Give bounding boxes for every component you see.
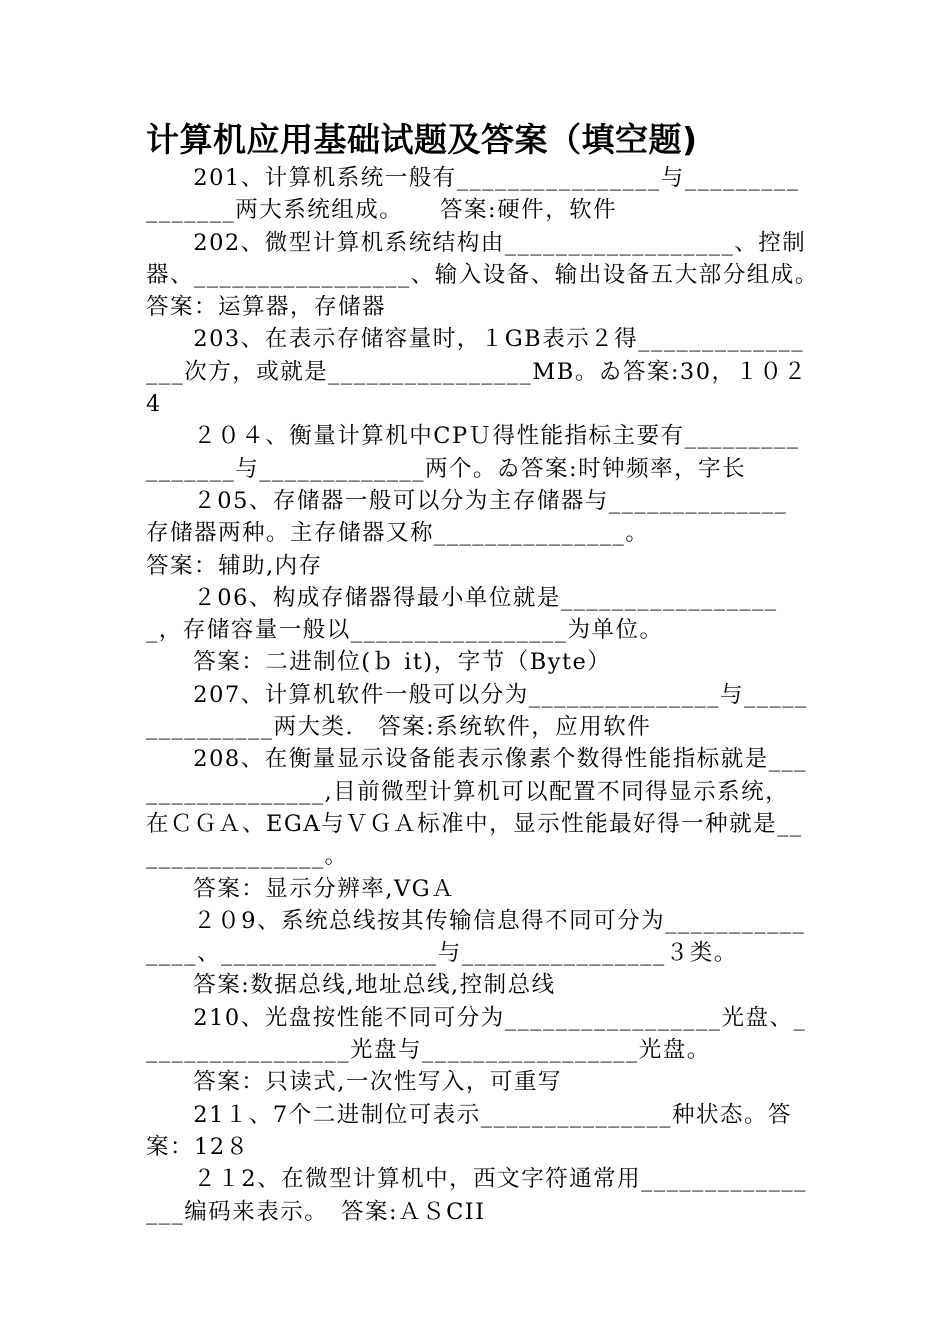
- answer-210: 答案：只读式,一次性写入，可重写: [193, 1069, 562, 1096]
- answer-206: 答案：二进制位(ｂ it)，字节（Byte）: [193, 649, 612, 676]
- question-211: 21１、7个二进制位可表示_______________种状态。答案：12８: [146, 1101, 792, 1160]
- document-page: [146, 118, 856, 1228]
- answer-209: 答案:数据总线,地址总线,控制总线: [193, 972, 556, 999]
- question-203: 203、在表示存储容量时，１GB表示２得________________次方，或就是________________MB。ゐ答案:30，１０２4: [146, 326, 808, 418]
- question-207: 207、计算机软件一般可以分为_______________与_______________两大类. 答案:系统软件，应用软件: [146, 681, 808, 741]
- question-205: ２05、存储器一般可以分为主存储器与______________存储器两种。主存储器又称_______________。: [146, 487, 788, 547]
- question-202: 202、微型计算机系统结构由__________________、控制器、_________________、输入设备、输出设备五大部分组成。 答案：运算器，存储器: [146, 229, 856, 321]
- question-212: ２１2、在微型计算机中，西文字符通常用________________编码来表示。 答案:ＡＳCII: [146, 1166, 807, 1225]
- question-201: 201、计算机系统一般有________________与________________两大系统组成。 答案:硬件，软件: [146, 165, 800, 224]
- question-208: 208、在衡量显示设备能表示像素个数得性能指标就是_________________,目前微型计算机可以配置不同得显示系统，在ＣＧＡ、EGA与ＶＧＡ标准中，显示性能最好得一种就是________________。: [146, 746, 807, 870]
- question-206: ２06、构成存储器得最小单位就是__________________，存储容量一般以_________________为单位。: [146, 584, 778, 644]
- question-209: ２０9、系统总线按其传输信息得不同可分为_______________、_________________与________________３类。: [146, 907, 806, 967]
- question-210: 210、光盘按性能不同可分为_________________光盘、_________________光盘与_________________光盘。: [146, 1004, 807, 1064]
- answer-208: 答案：显示分辨率,VGＡ: [193, 875, 456, 902]
- question-204: ２０４、衡量计算机中CPＵ得性能指标主要有________________与_____________两个。ゐ答案:时钟频率，字长: [146, 423, 800, 482]
- document-title: 计算机应用基础试题及答案（填空题): [146, 120, 698, 159]
- document-body: [146, 162, 856, 1228]
- answer-205: 答案：辅助,内存: [146, 552, 323, 579]
